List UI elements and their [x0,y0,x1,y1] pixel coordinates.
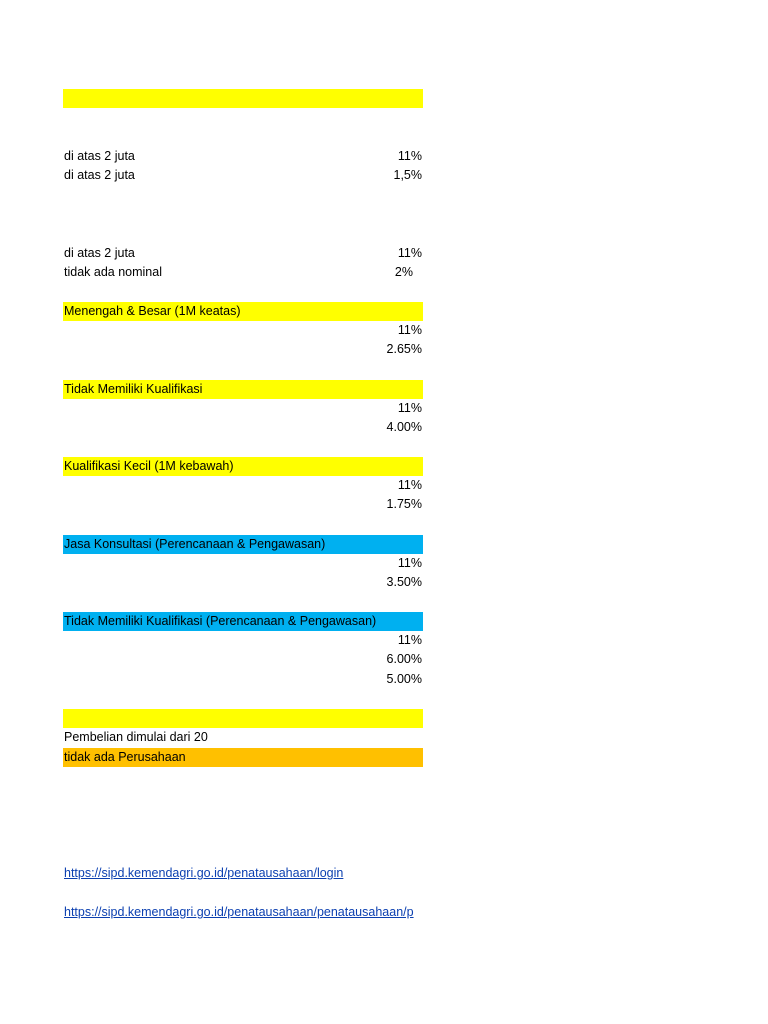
table-row[interactable] [63,418,423,437]
section-label: Tidak Memiliki Kualifikasi (Perencanaan & Pengawasan) [64,614,377,628]
table-row[interactable] [63,147,423,166]
row-value: 11% [397,478,422,492]
row-value: 11% [397,633,422,647]
section-header-tidak-kualifikasi[interactable] [63,380,423,399]
row-value: 6.00% [386,652,422,666]
table-row[interactable] [63,399,423,418]
row-label: di atas 2 juta [64,246,135,260]
table-row[interactable] [63,476,423,495]
table-row[interactable] [63,650,423,669]
row-value: 4.00% [386,420,422,434]
table-row[interactable] [63,670,423,689]
row-value: 11% [397,323,422,337]
highlight-bar-bottom[interactable] [63,709,423,728]
table-row[interactable] [63,631,423,650]
table-row[interactable] [63,573,423,592]
row-value: 2.65% [386,342,422,356]
row-value: 5.00% [386,672,422,686]
row-value: 3.50% [386,575,422,589]
row-label: tidak ada nominal [64,265,162,279]
highlight-bar-top[interactable] [63,89,423,108]
section-header-menengah[interactable] [63,302,423,321]
table-row[interactable] [63,321,423,340]
section-header-perusahaan[interactable] [63,748,423,767]
link-row[interactable] [63,864,423,883]
row-label: Pembelian dimulai dari 20 [64,730,208,744]
table-row[interactable] [63,340,423,359]
section-label: Kualifikasi Kecil (1M kebawah) [64,459,234,473]
section-header-tidak-kualifikasi-pp[interactable] [63,612,423,631]
row-value: 1.75% [386,497,422,511]
section-label: Jasa Konsultasi (Perencanaan & Pengawasan) [64,537,326,551]
section-header-konsultasi[interactable] [63,535,423,554]
sipd-login-link[interactable]: https://sipd.kemendagri.go.id/penatausahaan/login [64,866,344,880]
row-label: di atas 2 juta [64,149,135,163]
table-row[interactable] [63,244,423,263]
sipd-penatausahaan-link[interactable]: https://sipd.kemendagri.go.id/penatausahaan/penatausahaan/p [64,905,414,919]
row-value: 2% [394,265,413,279]
link-row[interactable] [63,903,423,922]
row-value: 11% [397,149,422,163]
table-row[interactable] [63,554,423,573]
row-value: 11% [397,401,422,415]
row-label: di atas 2 juta [64,168,135,182]
row-value: 11% [397,246,422,260]
spreadsheet [63,0,423,1024]
table-row[interactable] [63,728,423,747]
table-row[interactable] [63,263,423,282]
row-value: 1,5% [393,168,422,182]
section-label: tidak ada Perusahaan [64,750,186,764]
section-label: Menengah & Besar (1M keatas) [64,304,241,318]
row-value: 11% [397,556,422,570]
table-row[interactable] [63,166,423,185]
section-header-kecil[interactable] [63,457,423,476]
section-label: Tidak Memiliki Kualifikasi [64,382,203,396]
table-row[interactable] [63,495,423,514]
